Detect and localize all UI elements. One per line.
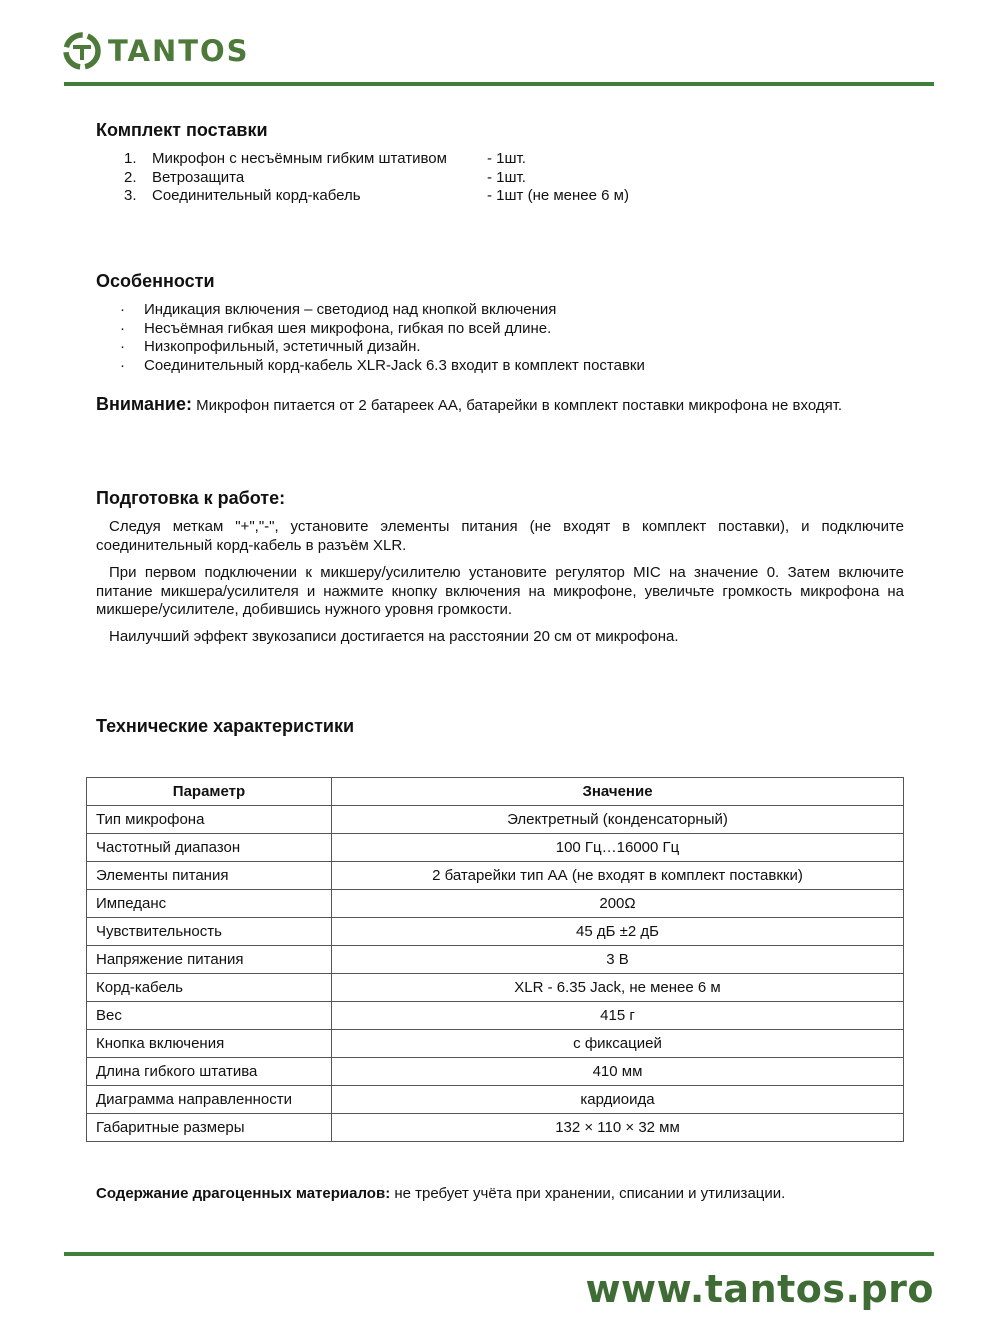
specs-title: Технические характеристики	[96, 716, 355, 736]
feature-item	[120, 338, 645, 357]
spec-parameter: Длина гибкого штатива	[87, 1058, 332, 1086]
kit-item-number: 3.	[124, 187, 137, 204]
attention-text: Микрофон питается от 2 батареек АА, батарейки в комплект поставки микрофона не входят.	[196, 397, 843, 414]
features-list	[120, 301, 645, 375]
footer-divider	[64, 1252, 934, 1256]
feature-text: Несъёмная гибкая шея микрофона, гибкая по всей длине.	[144, 319, 552, 337]
table-row	[87, 1086, 904, 1114]
kit-item	[124, 187, 629, 206]
feature-item	[120, 301, 645, 320]
spec-parameter: Напряжение питания	[87, 946, 332, 974]
spec-value: кардиоида	[332, 1086, 904, 1114]
precious-materials-label: Содержание драгоценных материалов:	[96, 1185, 391, 1202]
kit-item-quantity: - 1шт.	[487, 150, 526, 167]
spec-value: с фиксацией	[332, 1030, 904, 1058]
header-divider	[64, 82, 934, 86]
table-row	[87, 806, 904, 834]
spec-parameter: Элементы питания	[87, 862, 332, 890]
features-title: Особенности	[96, 271, 215, 291]
spec-value: 45 дБ ±2 дБ	[332, 918, 904, 946]
kit-list	[124, 150, 629, 206]
feature-text: Соединительный корд-кабель XLR-Jack 6.3 входит в комплект поставки	[144, 356, 645, 374]
precious-materials-note	[96, 1185, 785, 1203]
specs-header-row	[87, 778, 904, 806]
spec-parameter: Тип микрофона	[87, 806, 332, 834]
table-row	[87, 946, 904, 974]
spec-parameter: Габаритные размеры	[87, 1114, 332, 1142]
spec-value: 2 батарейки тип АА (не входят в комплект поставкки)	[332, 862, 904, 890]
kit-item	[124, 150, 629, 169]
bullet-marker: ·	[120, 338, 125, 355]
bullet-marker: ·	[120, 356, 125, 374]
preparation-paragraph: Наилучший эффект звукозаписи достигается на расстоянии 20 см от микрофона.	[109, 628, 679, 645]
feature-text: Низкопрофильный, эстетичный дизайн.	[144, 338, 421, 355]
kit-item-name: Микрофон с несъёмным гибким штативом	[152, 150, 447, 167]
kit-item	[124, 169, 629, 188]
bullet-marker: ·	[120, 301, 125, 318]
spec-value: 3 В	[332, 946, 904, 974]
spec-parameter: Импеданс	[87, 890, 332, 918]
kit-item-name: Соединительный корд-кабель	[152, 187, 361, 204]
table-row	[87, 1002, 904, 1030]
brand-name: TANTOS	[108, 33, 250, 68]
table-row	[87, 1058, 904, 1086]
spec-parameter: Кнопка включения	[87, 1030, 332, 1058]
spec-value: Электретный (конденсаторный)	[332, 806, 904, 834]
specs-header-param: Параметр	[87, 778, 332, 806]
table-row	[87, 834, 904, 862]
specs-table	[86, 777, 904, 1142]
spec-value: 410 мм	[332, 1058, 904, 1086]
table-row	[87, 1030, 904, 1058]
spec-value: 100 Гц…16000 Гц	[332, 834, 904, 862]
spec-parameter: Вес	[87, 1002, 332, 1030]
feature-item	[120, 320, 645, 339]
precious-materials-text: не требует учёта при хранении, списании и утилизации.	[394, 1185, 786, 1202]
preparation-title: Подготовка к работе:	[96, 488, 286, 508]
spec-value: XLR - 6.35 Jack, не менее 6 м	[332, 974, 904, 1002]
feature-text: Индикация включения – светодиод над кнопкой включения	[144, 301, 557, 318]
spec-value: 132 × 110 × 32 мм	[332, 1114, 904, 1142]
table-row	[87, 862, 904, 890]
feature-item	[120, 357, 645, 376]
kit-item-number: 2.	[124, 168, 137, 186]
spec-parameter: Чувствительность	[87, 918, 332, 946]
preparation-paragraph: Следуя меткам "+","-", установите элементы питания (не входят в комплект поставки), и подключите соединительный корд-кабель в разъём XLR.	[96, 518, 904, 554]
tantos-logo-icon	[62, 31, 102, 71]
specs-header-value: Значение	[332, 778, 904, 806]
kit-title: Комплект поставки	[96, 120, 268, 140]
spec-value: 415 г	[332, 1002, 904, 1030]
kit-item-quantity: - 1шт.	[487, 168, 526, 186]
spec-parameter: Корд-кабель	[87, 974, 332, 1002]
kit-item-number: 1.	[124, 150, 137, 167]
table-row	[87, 974, 904, 1002]
bullet-marker: ·	[120, 319, 125, 337]
table-row	[87, 918, 904, 946]
table-row	[87, 1114, 904, 1142]
table-row	[87, 890, 904, 918]
preparation-paragraph: При первом подключении к микшеру/усилителю установите регулятор MIC на значение 0. Затем включите питание микшера/усилителя и нажмите кнопку включения на микрофоне, увеличьте громкость микрофона на микшере/усилителе, добившись нужного уровня громкости.	[96, 564, 904, 618]
kit-item-name: Ветрозащита	[152, 168, 245, 186]
kit-item-quantity: - 1шт (не менее 6 м)	[487, 187, 629, 204]
attention-note	[96, 393, 842, 417]
spec-value: 200Ω	[332, 890, 904, 918]
spec-parameter: Частотный диапазон	[87, 834, 332, 862]
attention-label: Внимание:	[96, 394, 192, 414]
spec-parameter: Диаграмма направленности	[87, 1086, 332, 1114]
brand-logo	[62, 30, 250, 72]
website-url: www.tantos.pro	[585, 1267, 934, 1311]
